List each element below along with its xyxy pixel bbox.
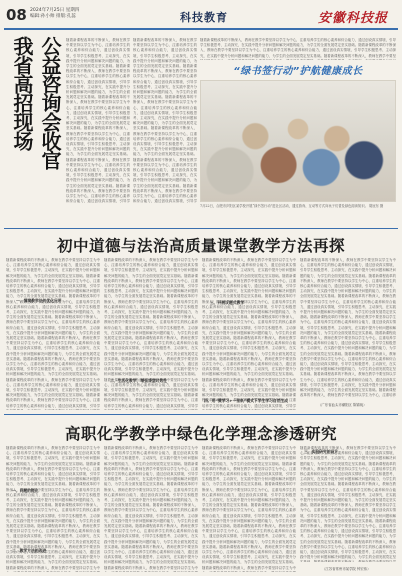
newspaper-masthead: 安徽科技报: [317, 11, 388, 26]
article-1-subhead-1: 一、情境教学法的优化应用: [16, 298, 62, 303]
article-1-subhead-2: 二、生活化教学，增强课堂时效性: [110, 378, 167, 383]
issue-meta: [30, 8, 79, 20]
page-header: [4, 4, 398, 30]
article-2-subhead-1: 一、问题的提出: [12, 488, 39, 493]
news-photo: [200, 80, 396, 202]
article-1-column-3: [202, 258, 296, 410]
article-1-title: 初中道德与法治高质量课堂教学方法再探: [56, 237, 345, 255]
section-title: 科技教育: [180, 11, 228, 24]
issue-date: 2024年7月25日 星期四: [30, 8, 80, 13]
article-2-subhead-2: 二、教学方法的改进: [12, 548, 47, 553]
photo-caption: [200, 204, 396, 209]
top-story-column-3: [200, 38, 396, 60]
headline-line-2: 我省高招现场: [10, 36, 34, 150]
article-2-title: 高职化学教学中绿色化学理念渗透研究: [64, 425, 337, 443]
page-number: 08: [6, 6, 27, 24]
divider-1: [4, 228, 398, 229]
article-1-column-4: [300, 258, 396, 398]
headline-line-1: 公益咨询会收官: [38, 36, 62, 169]
article-2-author: （江苏省常州市某学院 钟宏伟）: [322, 567, 371, 571]
article-2-column-4: [300, 446, 396, 562]
top-story-column-1: [66, 38, 130, 204]
photo-caption-text: 7月22日，合肥市庐阳区某学校开展“绿书签行动”进社区活动，通过游戏、互动等方式向孩子们普及绿色阅读知识。: [200, 204, 368, 208]
divider-2: [4, 414, 398, 415]
article-1-column-1: [6, 258, 100, 410]
article-2-column-3: [202, 446, 296, 572]
issue-editor: 编辑:孙小帅 排版:孔蕊: [30, 14, 76, 19]
article-1-author: （广东省汕头市潮阳区 陈锦纯）: [318, 403, 367, 407]
article-1-subhead-3: 三、开展议题式教学: [210, 300, 245, 305]
top-story-column-2: [133, 38, 197, 204]
photo-banner: “绿书签行动”护航健康成长: [233, 66, 363, 77]
article-2-column-2: [104, 446, 198, 572]
article-2-subhead-3: 三、实验研究的设计: [304, 449, 339, 454]
article-1-subhead-4: 四、用“微学习+一张纸”模式下学生学习自然生成: [204, 398, 289, 403]
photo-credit: 胡冠东 摄: [368, 204, 384, 208]
top-story-headline: [6, 36, 62, 204]
article-1-column-2: [104, 258, 198, 410]
